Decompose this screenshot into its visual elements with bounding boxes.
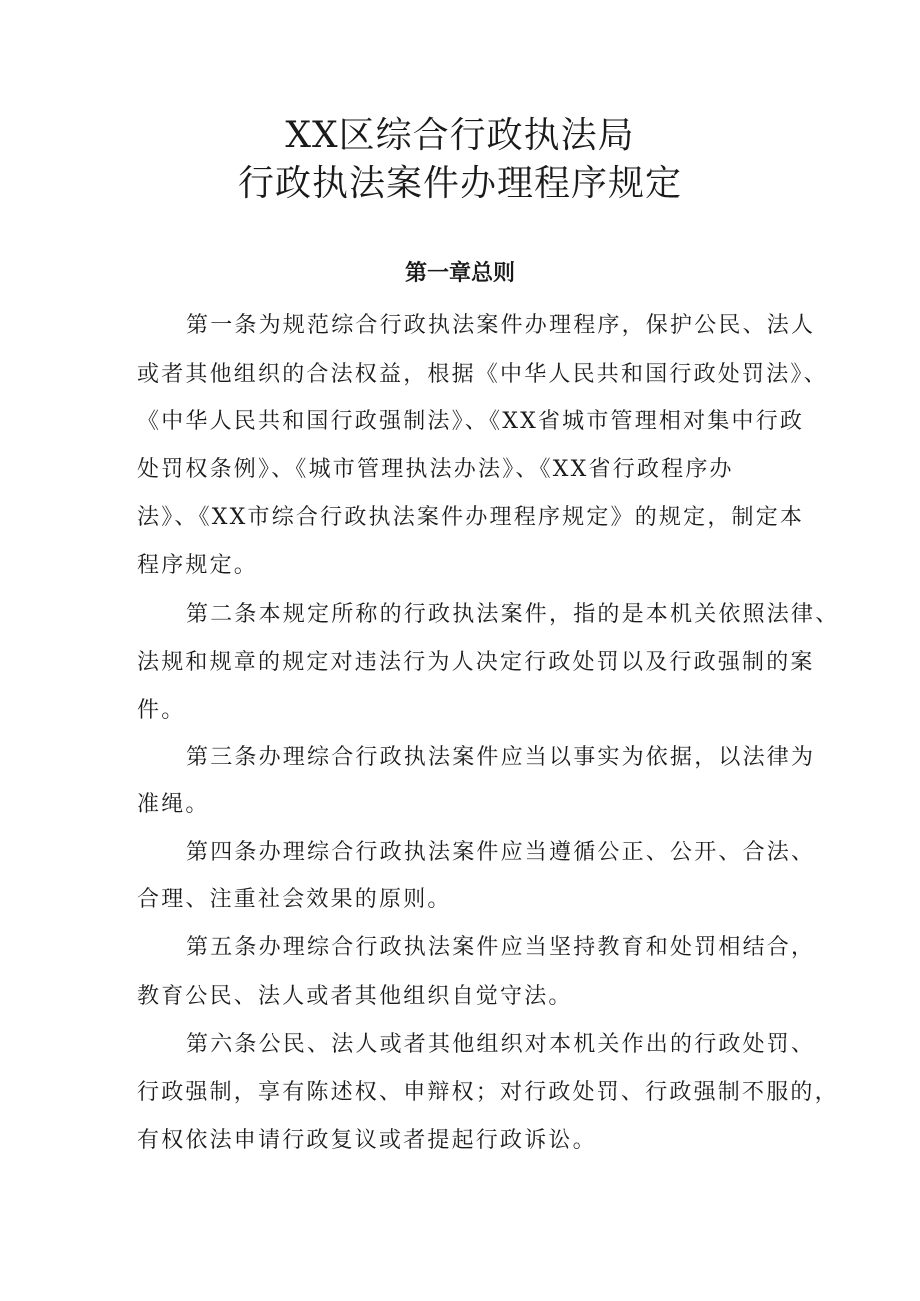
- article-1-line: 或者其他组织的合法权益，根据《中华人民共和国行政处罚法》、: [137, 362, 828, 387]
- article-5-line: 第五条办理综合行政执法案件应当坚持教育和处罚相结合，: [186, 935, 816, 960]
- article-2-line: 法规和规章的规定对违法行为人决定行政处罚以及行政强制的案: [137, 650, 815, 675]
- document-title-line-2: 行政执法案件办理程序规定: [237, 163, 682, 204]
- article-1-line: 第一条为规范综合行政执法案件办理程序，保护公民、法人: [186, 313, 816, 338]
- article-5-line: 教育公民、法人或者其他组织自觉守法。: [137, 984, 573, 1009]
- article-2-line: 第二条本规定所称的行政执法案件，指的是本机关依照法律、: [186, 602, 840, 627]
- article-6-line: 行政强制，享有陈述权、申辩权；对行政处罚、行政强制不服的，: [137, 1080, 839, 1105]
- article-1-line: 程序规定。: [137, 553, 259, 578]
- article-2-line: 件。: [137, 698, 186, 723]
- article-3-line: 第三条办理综合行政执法案件应当以事实为依据，以法律为: [186, 745, 816, 770]
- article-3-line: 准绳。: [137, 792, 210, 817]
- chapter-heading: 第一章总则: [404, 261, 515, 286]
- article-4-line: 合理、注重社会效果的原则。: [137, 887, 452, 912]
- article-4-line: 第四条办理综合行政执法案件应当遵循公正、公开、合法、: [186, 840, 816, 865]
- article-1-line: 处罚权条例》、《城市管理执法办法》、《XX省行政程序办: [137, 457, 734, 482]
- article-1-line: 法》、《XX市综合行政执法案件办理程序规定》的规定，制定本: [137, 505, 805, 530]
- document-title-line-1: XX区综合行政执法局: [285, 115, 635, 156]
- article-6-line: 有权依法申请行政复议或者提起行政诉讼。: [137, 1128, 597, 1153]
- article-6-line: 第六条公民、法人或者其他组织对本机关作出的行政处罚、: [186, 1032, 816, 1057]
- article-1-line: 《中华人民共和国行政强制法》、《XX省城市管理相对集中行政: [137, 409, 805, 434]
